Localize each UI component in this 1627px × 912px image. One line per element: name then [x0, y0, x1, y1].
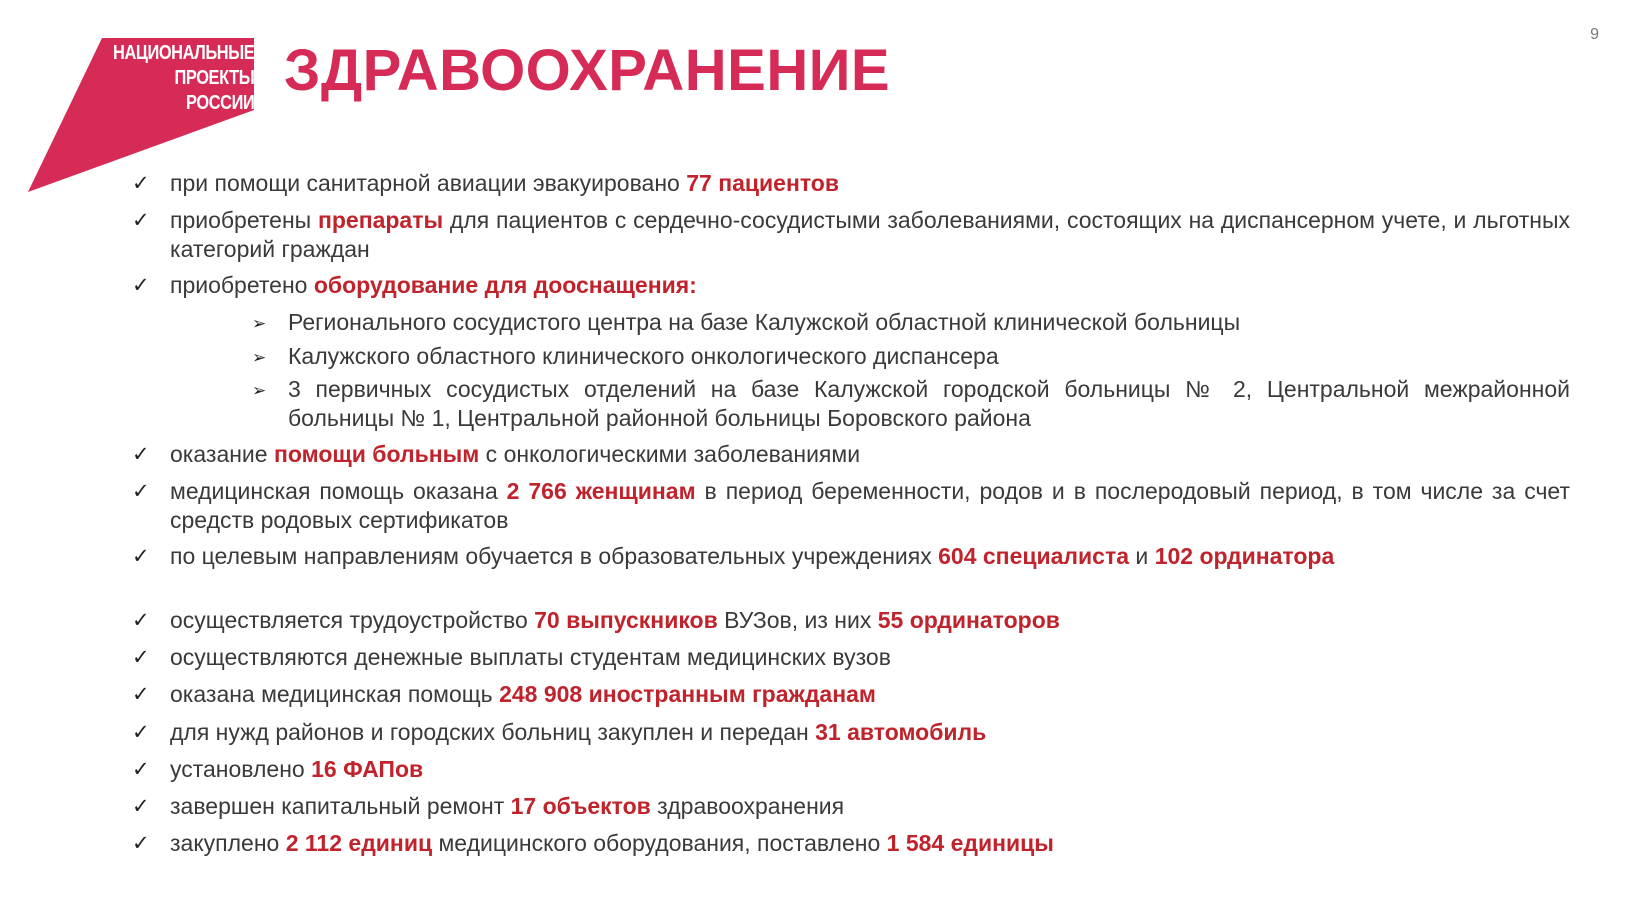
list-item: [132, 606, 1570, 635]
checkmark-bullet-icon: ✓: [132, 545, 150, 568]
highlight-text: 1 584 единицы: [886, 830, 1054, 856]
page-number: 9: [1590, 26, 1599, 43]
arrow-bullet-icon: ➢: [252, 348, 267, 367]
logo-text: [113, 41, 254, 116]
item-text: Калужского областного клинического онкологического диспансера: [288, 343, 999, 369]
list-item: [132, 542, 1570, 571]
item-text: осуществляется трудоустройство: [170, 607, 535, 633]
highlight-text: 16 ФАПов: [311, 756, 424, 782]
checkmark-bullet-icon: ✓: [132, 832, 150, 855]
item-text: ВУЗов, из них: [717, 607, 878, 633]
sub-list-item: [252, 375, 1570, 433]
highlight-text: 248 908 иностранным гражданам: [499, 681, 876, 707]
checkmark-bullet-icon: ✓: [132, 683, 150, 706]
item-text: 3 первичных сосудистых отделений на базе Калужской городской больницы № 2, Центральной межрайонной больницы № 1, Центральной районной больницы Боровского района: [288, 376, 1570, 431]
highlight-text: 31 автомобиль: [815, 719, 987, 745]
item-text: для пациентов с сердечно-сосудистыми заболеваниями, состоящих на диспансерном учете, и льготных категорий граждан: [170, 207, 1570, 262]
highlight-text: 17 объектов: [510, 793, 651, 819]
item-text: приобретено: [170, 272, 314, 298]
item-text: по целевым направлениям обучается в образовательных учреждениях: [170, 543, 939, 569]
item-text: приобретены: [170, 207, 318, 233]
list-item: [132, 206, 1570, 264]
list-item: [132, 680, 1570, 709]
item-text: закуплено: [170, 830, 286, 856]
list-item: [132, 169, 1570, 198]
highlight-text: 2 766 женщинам: [506, 478, 696, 504]
list-item: [132, 792, 1570, 821]
checkmark-bullet-icon: ✓: [132, 795, 150, 818]
item-text: медицинская помощь оказана: [170, 478, 507, 504]
checkmark-bullet-icon: ✓: [132, 172, 150, 195]
item-text: медицинского оборудования, поставлено: [432, 830, 887, 856]
checkmark-bullet-icon: ✓: [132, 721, 150, 744]
checkmark-bullet-icon: ✓: [132, 480, 150, 503]
checkmark-bullet-icon: ✓: [132, 209, 150, 232]
item-text: оказана медицинская помощь: [170, 681, 500, 707]
checkmark-bullet-icon: ✓: [132, 646, 150, 669]
item-text: осуществляются денежные выплаты студентам медицинских вузов: [170, 644, 891, 670]
arrow-bullet-icon: ➢: [252, 314, 267, 333]
item-text: завершен капитальный ремонт: [170, 793, 511, 819]
list-item: [132, 755, 1570, 784]
highlight-text: препараты: [317, 207, 444, 233]
list-item: [132, 440, 1570, 469]
item-text: с онкологическими заболеваниями: [479, 441, 861, 467]
list-item: [132, 718, 1570, 747]
item-text: в период беременности, родов и в послеродовый период, в том числе за счет средств родовых сертификатов: [170, 478, 1570, 533]
page-title: ЗДРАВООХРАНЕНИЕ: [284, 38, 891, 103]
highlight-text: 604 специалиста: [938, 543, 1130, 569]
list-item: [132, 477, 1570, 535]
item-text: Регионального сосудистого центра на базе Калужской областной клинической больницы: [288, 309, 1241, 335]
sub-list-item: [252, 308, 1570, 337]
item-text: при помощи санитарной авиации эвакуировано: [170, 170, 687, 196]
item-text: оказание: [170, 441, 274, 467]
item-text: для нужд районов и городских больниц закуплен и передан: [170, 719, 816, 745]
highlight-text: 102 ординатора: [1154, 543, 1335, 569]
list-item: [132, 829, 1570, 858]
checkmark-bullet-icon: ✓: [132, 758, 150, 781]
arrow-bullet-icon: ➢: [252, 381, 267, 400]
logo-line: ПРОЕКТЫ: [174, 67, 254, 89]
highlight-text: помощи больным: [273, 441, 480, 467]
checkmark-bullet-icon: ✓: [132, 443, 150, 466]
highlight-text: 77 пациентов: [686, 170, 839, 196]
sub-list-item: [252, 342, 1570, 371]
item-text: здравоохранения: [650, 793, 845, 819]
highlight-text: 2 112 единиц: [285, 830, 433, 856]
logo-line: РОССИИ: [185, 92, 254, 114]
list-item: [132, 271, 1570, 300]
checkmark-bullet-icon: ✓: [132, 609, 150, 632]
item-text: установлено: [170, 756, 312, 782]
list-item: [132, 643, 1570, 672]
checkmark-bullet-icon: ✓: [132, 274, 150, 297]
logo-line: НАЦИОНАЛЬНЫЕ: [112, 42, 254, 64]
highlight-text: оборудование для дооснащения:: [313, 272, 697, 298]
highlight-text: 55 ординаторов: [877, 607, 1060, 633]
highlight-text: 70 выпускников: [534, 607, 718, 633]
item-text: и: [1129, 543, 1155, 569]
